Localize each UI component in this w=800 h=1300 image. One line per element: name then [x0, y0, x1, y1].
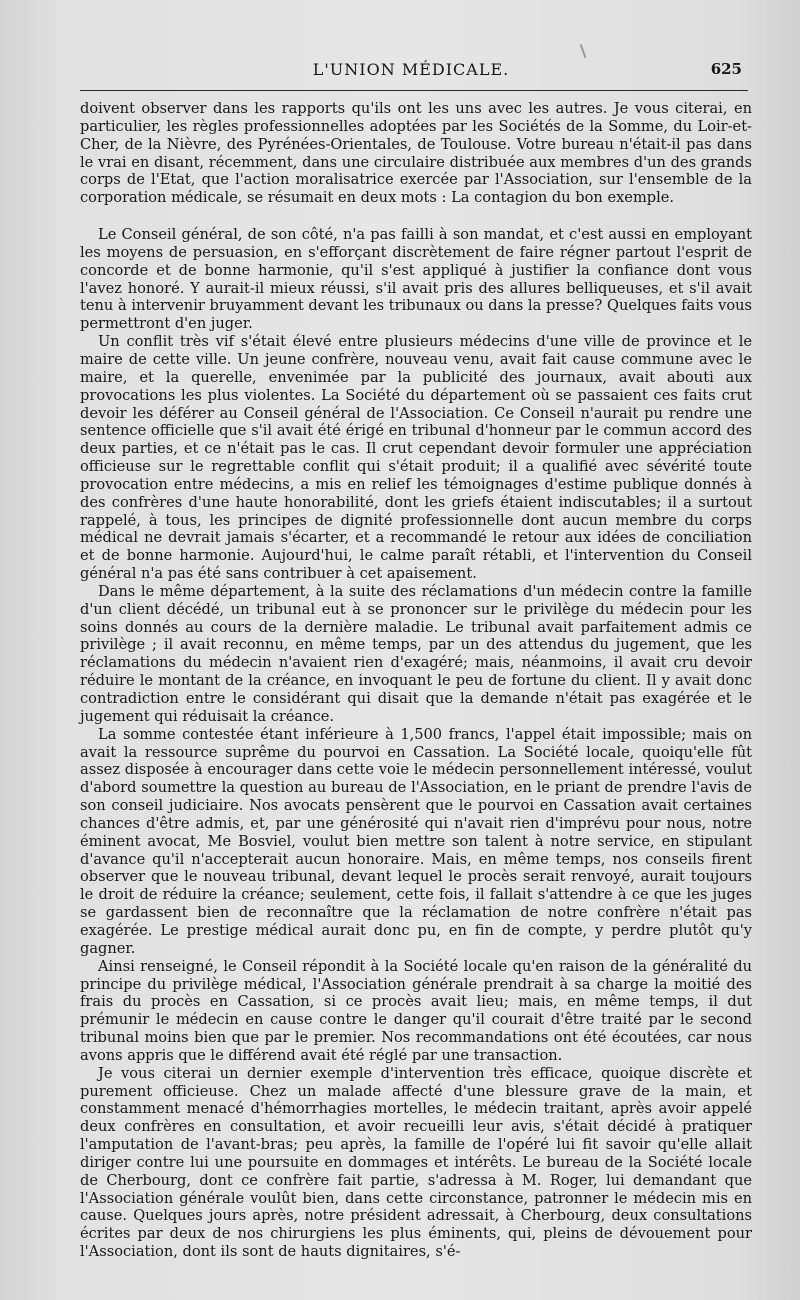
journal-title: L'UNION MÉDICALE.	[312, 60, 510, 79]
paragraph-4: Dans le même département, à la suite des réclamations d'un médecin contre la famille d'un client décédé, un tribunal eut à se prononcer sur le privilège du médecin pour les soins donnés au cours de la dernière maladie. Le tribunal avait parfaitement admis ce privilège ; il avait reconnu, en même temps, par un des attendus du jugement, que les réclamations du médecin n'avaient rien d'exagéré; mais, néanmoins, il avait cru devoir réduire le montant de la créance, en invoquant le peu de fortune du client. Il y avait donc contradiction entre le considérant qui disait que la demande n'était pas exagérée et le jugement qui réduisait la créance.	[80, 582, 752, 725]
running-header	[80, 60, 742, 84]
paragraph-3: Un conflit très vif s'était élevé entre plusieurs médecins d'une ville de province et le maire de cette ville. Un jeune confrère, nouveau venu, avait fait cause commune avec le maire, et la querelle, envenimée par la publicité des journaux, avait abouti aux provocations les plus violentes. La Société du département où se passaient ces faits crut devoir les déférer au Conseil général de l'Association. Ce Conseil n'aurait pu rendre une sentence officielle que s'il avait été érigé en tribunal d'honneur par le commun accord des deux parties, et ce n'était pas le cas. Il crut cependant devoir formuler une appréciation officieuse sur le regrettable conflit qui s'était produit; il a qualifié avec sévérité toute provocation entre médecins, a mis en relief les témoignages d'estime publique donnés à des confrères d'une haute honorabilité, dont les griefs étaient indiscutables; il a surtout rappelé, à tous, les principes de dignité professionnelle dont aucun membre du corps médical ne devrait jamais s'écarter, et a recommandé le retour aux idées de conciliation et de bonne harmonie. Aujourd'hui, le calme paraît rétabli, et l'intervention du Conseil général n'a pas été sans contribuer à cet apaisement.	[80, 333, 752, 583]
paragraph-2: Le Conseil général, de son côté, n'a pas failli à son mandat, et c'est aussi en employant les moyens de persuasion, en s'efforçant discrètement de faire régner partout l'esprit de concorde et de bonne harmonie, qu'il s'est appliqué à justifier la confiance dont vous l'avez honoré. Y aurait-il mieux réussi, s'il avait pris des allures belliqueuses, et s'il avait tenu à intervenir bruyamment devant les tribunaux ou dans la presse? Quelques faits vous permettront d'en juger.	[80, 226, 752, 333]
margin-mark	[580, 44, 587, 58]
page-number: 625	[710, 60, 742, 78]
paragraph-5: La somme contestée étant inférieure à 1,500 francs, l'appel était impossible; mais on avait la ressource suprême du pourvoi en Cassation. La Société locale, quoiqu'elle fût assez disposée à encourager dans cette voie le médecin personnellement intéressé, voulut d'abord soumettre la question au bureau de l'Association, en le priant de prendre l'avis de son conseil judiciaire. Nos avocats pensèrent que le pourvoi en Cassation avait certaines chances d'être admis, et, par une générosité qui n'avait rien d'imprévu pour nous, notre éminent avocat, Me Bosviel, voulut bien mettre son talent à notre service, en stipulant d'avance qu'il n'accepterait aucun honoraire. Mais, en même temps, nos conseils firent observer que le nouveau tribunal, devant lequel le procès serait renvoyé, aurait toujours le droit de réduire la créance; seulement, cette fois, il fallait s'attendre à ce que les juges se gardassent bien de reconnaître que la réclamation de notre confrère n'était pas exagérée. Le prestige médical aurait donc pu, en fin de compte, y perdre plutôt qu'y gagner.	[80, 725, 752, 957]
paragraph-6: Ainsi renseigné, le Conseil répondit à la Société locale qu'en raison de la généralité du principe du privilège médical, l'Association générale prendrait à sa charge la moitié des frais du procès en Cassation, si ce procès avait lieu; mais, en même temps, il dut prémunir le médecin en cause contre le danger qu'il courait d'être traité par le second tribunal moins bien que par le premier. Nos recommandations ont été écoutées, car nous avons appris que le différend avait été réglé par une transaction.	[80, 957, 752, 1064]
paragraph-1: doivent observer dans les rapports qu'ils ont les uns avec les autres. Je vous citerai, en particulier, les règles professionnelles adoptées par les Sociétés de la Somme, du Loir-et-Cher, de la Nièvre, des Pyrénées-Orientales, de Toulouse. Votre bureau n'était-il pas dans le vrai en disant, récemment, dans une circulaire distribuée aux membres d'un des grands corps de l'Etat, que l'action moralisatrice exercée par l'Association, sur l'ensemble de la corporation médicale, se résumait en deux mots : La contagion du bon exemple.	[80, 100, 752, 207]
body-text	[80, 100, 752, 1261]
paragraph-7: Je vous citerai un dernier exemple d'intervention très efficace, quoique discrète et purement officieuse. Chez un malade affecté d'une blessure grave de la main, et constamment menacé d'hémorrhagies mortelles, le médecin traitant, après avoir appelé deux confrères en consultation, et avoir recueilli leur avis, s'était décidé à pratiquer l'amputation de l'avant-bras; peu après, la famille de l'opéré lui fit savoir qu'elle allait diriger contre lui une poursuite en dommages et intérêts. Le bureau de la Société locale de Cherbourg, dont ce confrère fait partie, s'adressa à M. Roger, lui demandant que l'Association générale voulût bien, dans cette circonstance, patronner le médecin mis en cause. Quelques jours après, notre président adressait, à Cherbourg, deux consultations écrites par deux de nos chirurgiens les plus éminents, qui, pleins de dévouement pour l'Association, dont ils sont de hauts dignitaires, s'é-	[80, 1064, 752, 1261]
header-rule	[80, 90, 748, 91]
